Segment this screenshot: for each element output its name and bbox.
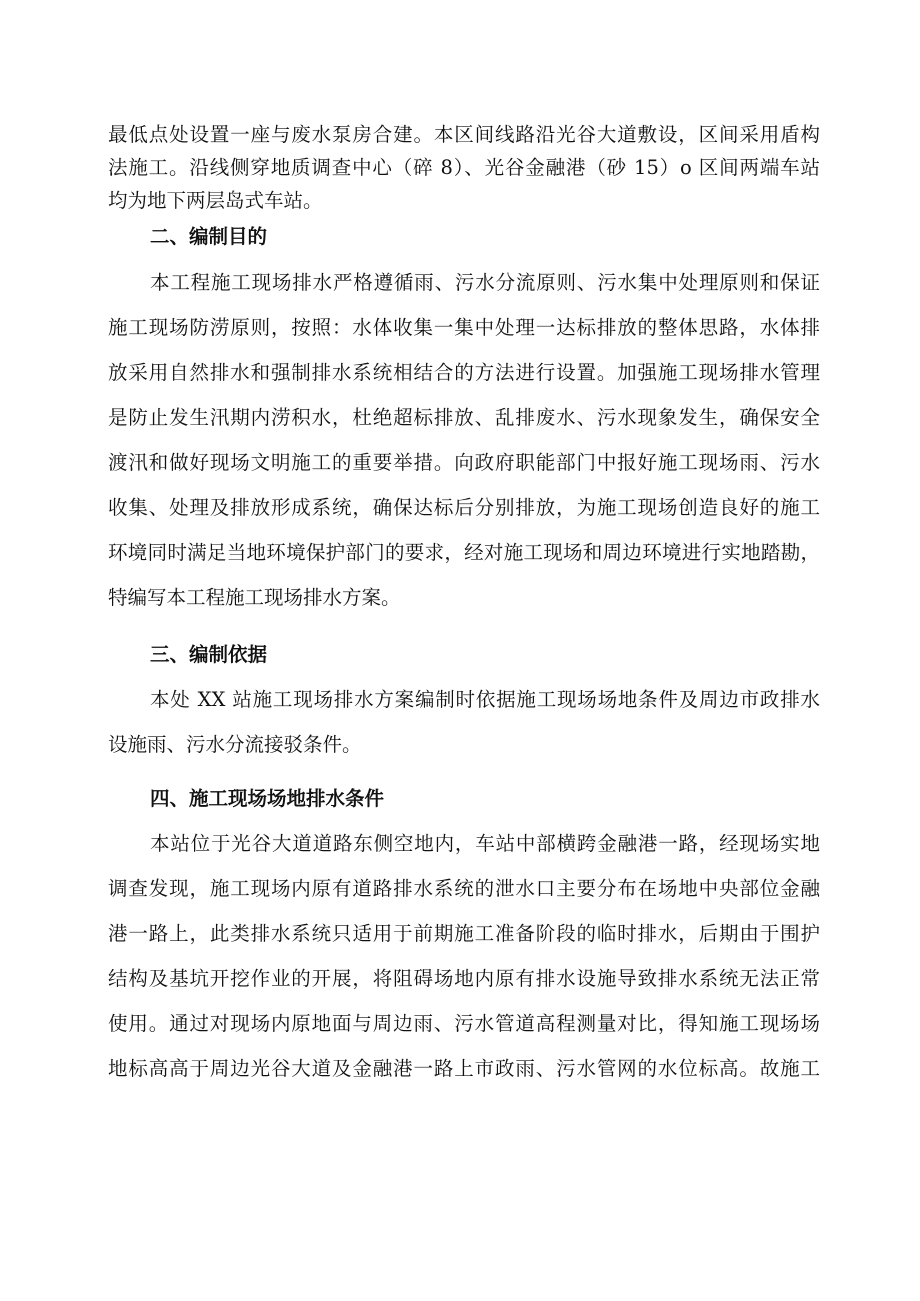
paragraph-line: 港一路上，此类排水系统只适用于前期施工准备阶段的临时排水，后期由于围护: [108, 922, 820, 945]
paragraph-line: 是防止发生汛期内涝积水，杜绝超标排放、乱排废水、污水现象发生，确保安全: [108, 406, 820, 429]
paragraph-line: 施工现场防涝原则，按照：水体收集一集中处理一达标排放的整体思路，水体排: [108, 316, 820, 339]
intro-line-3: 均为地下两层岛式车站。: [108, 189, 323, 212]
paragraph-line: 放采用自然排水和强制排水系统相结合的方法进行设置。加强施工现场排水管理: [108, 361, 820, 384]
section-heading-drainage-conditions: 四、施工现场场地排水条件: [150, 787, 385, 810]
paragraph-line: 特编写本工程施工现场排水方案。: [108, 586, 401, 609]
paragraph-line: 环境同时满足当地环境保护部门的要求，经对施工现场和周边环境进行实地踏勘，: [108, 541, 820, 564]
intro-line-2: 法施工。沿线侧穿地质调查中心（碎 8）、光谷金融港（砂 15）o 区间两端车站: [108, 156, 820, 179]
paragraph-line: 地标高高于周边光谷大道及金融港一路上市政雨、污水管网的水位标高。故施工: [108, 1057, 820, 1080]
paragraph-line: 结构及基坑开挖作业的开展，将阻碍场地内原有排水设施导致排水系统无法正常: [108, 967, 820, 990]
section-heading-purpose: 二、编制目的: [150, 225, 268, 248]
paragraph-line: 本处 XX 站施工现场排水方案编制时依据施工现场场地条件及周边市政排水: [150, 688, 820, 711]
paragraph-line: 使用。通过对现场内原地面与周边雨、污水管道高程测量对比，得知施工现场场: [108, 1012, 820, 1035]
paragraph-line: 渡汛和做好现场文明施工的重要举措。向政府职能部门中报好施工现场雨、污水: [108, 451, 820, 474]
section-heading-basis: 三、编制依据: [150, 643, 268, 666]
paragraph-line: 本站位于光谷大道道路东侧空地内，车站中部横跨金融港一路，经现场实地: [150, 832, 820, 855]
paragraph-line: 本工程施工现场排水严格遵循雨、污水分流原则、污水集中处理原则和保证: [150, 271, 820, 294]
intro-line-1: 最低点处设置一座与废水泵房合建。本区间线路沿光谷大道敷设，区间采用盾构: [108, 123, 820, 146]
paragraph-line: 调查发现，施工现场内原有道路排水系统的泄水口主要分布在场地中央部位金融: [108, 877, 820, 900]
paragraph-line: 收集、处理及排放形成系统，确保达标后分别排放，为施工现场创造良好的施工: [108, 496, 820, 519]
paragraph-line: 设施雨、污水分流接驳条件。: [108, 733, 362, 756]
